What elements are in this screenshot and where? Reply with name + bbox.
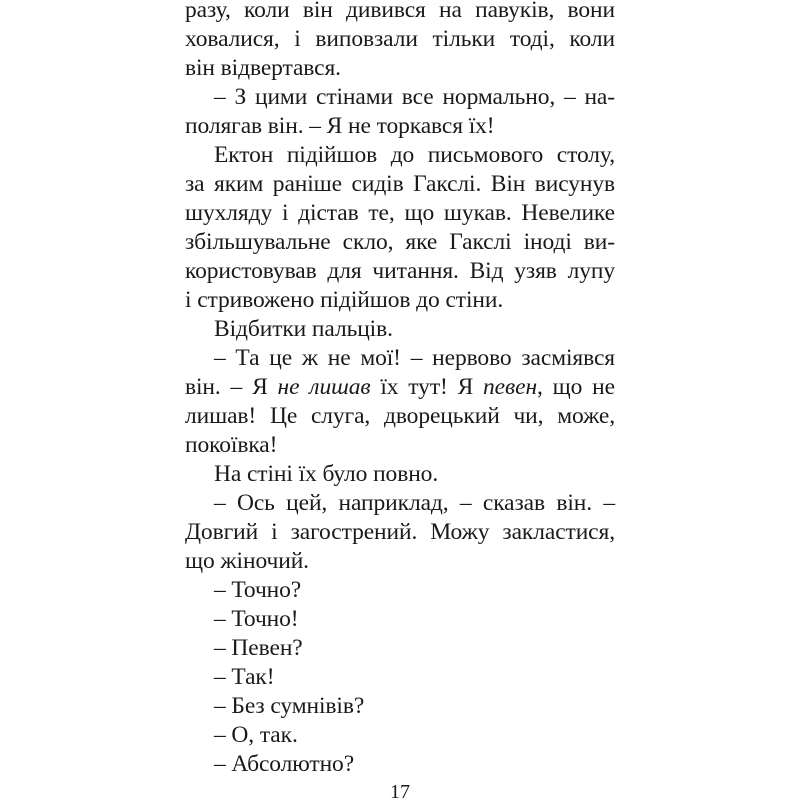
text-line: шухляду і дістав те, що шукав. Невелике (185, 200, 615, 226)
text-line: – Без сумнівів? (214, 693, 365, 719)
text-line: і стривожено підійшов до стіни. (185, 287, 504, 313)
text-run: їх тут! Я (370, 374, 484, 400)
text-line (185, 373, 615, 402)
text-line: разу, коли він дивився на павуків, вони (185, 0, 615, 23)
text-line: – З цими стінами все нормально, – на- (214, 84, 615, 110)
text-line: за яким раніше сидів Гакслі. Він висунув (185, 171, 615, 197)
text-line: Відбитки пальців. (214, 316, 393, 342)
text-line: На стіні їх було повно. (214, 461, 439, 487)
text-line: полягав він. – Я не торкався їх! (185, 113, 495, 139)
text-line: ховалися, і виповзали тільки тоді, коли (185, 26, 615, 52)
italic-text-run: певен (483, 374, 538, 400)
text-line: користовував для читання. Від узяв лупу (185, 258, 615, 284)
text-line: – Та це ж не мої! – нервово засміявся (214, 345, 615, 371)
book-page (185, 0, 615, 803)
text-line: – Абсолютно? (214, 751, 355, 777)
text-line: – О, так. (214, 722, 298, 748)
text-line: що жіночий. (185, 548, 309, 574)
text-line: Ектон підійшов до письмового столу, (214, 142, 615, 168)
text-line: Довгий і загострений. Можу закластися, (185, 519, 615, 545)
text-run: , що не (537, 374, 615, 400)
text-line: – Певен? (214, 635, 303, 661)
text-line: лишав! Це слуга, дворецький чи, може, (185, 403, 615, 429)
text-line: – Ось цей, наприклад, – сказав він. – (214, 490, 615, 516)
italic-text-run: не лишав (277, 374, 371, 400)
text-line: – Так! (214, 664, 275, 690)
page-number: 17 (390, 781, 410, 803)
text-line: збільшувальне скло, яке Гакслі іноді ви- (185, 229, 615, 255)
text-line: – Точно! (214, 606, 299, 632)
text-run: він. – Я (185, 374, 278, 400)
text-line: – Точно? (214, 577, 302, 603)
text-line: він відвертався. (185, 55, 341, 81)
text-line: покоївка! (185, 432, 278, 458)
